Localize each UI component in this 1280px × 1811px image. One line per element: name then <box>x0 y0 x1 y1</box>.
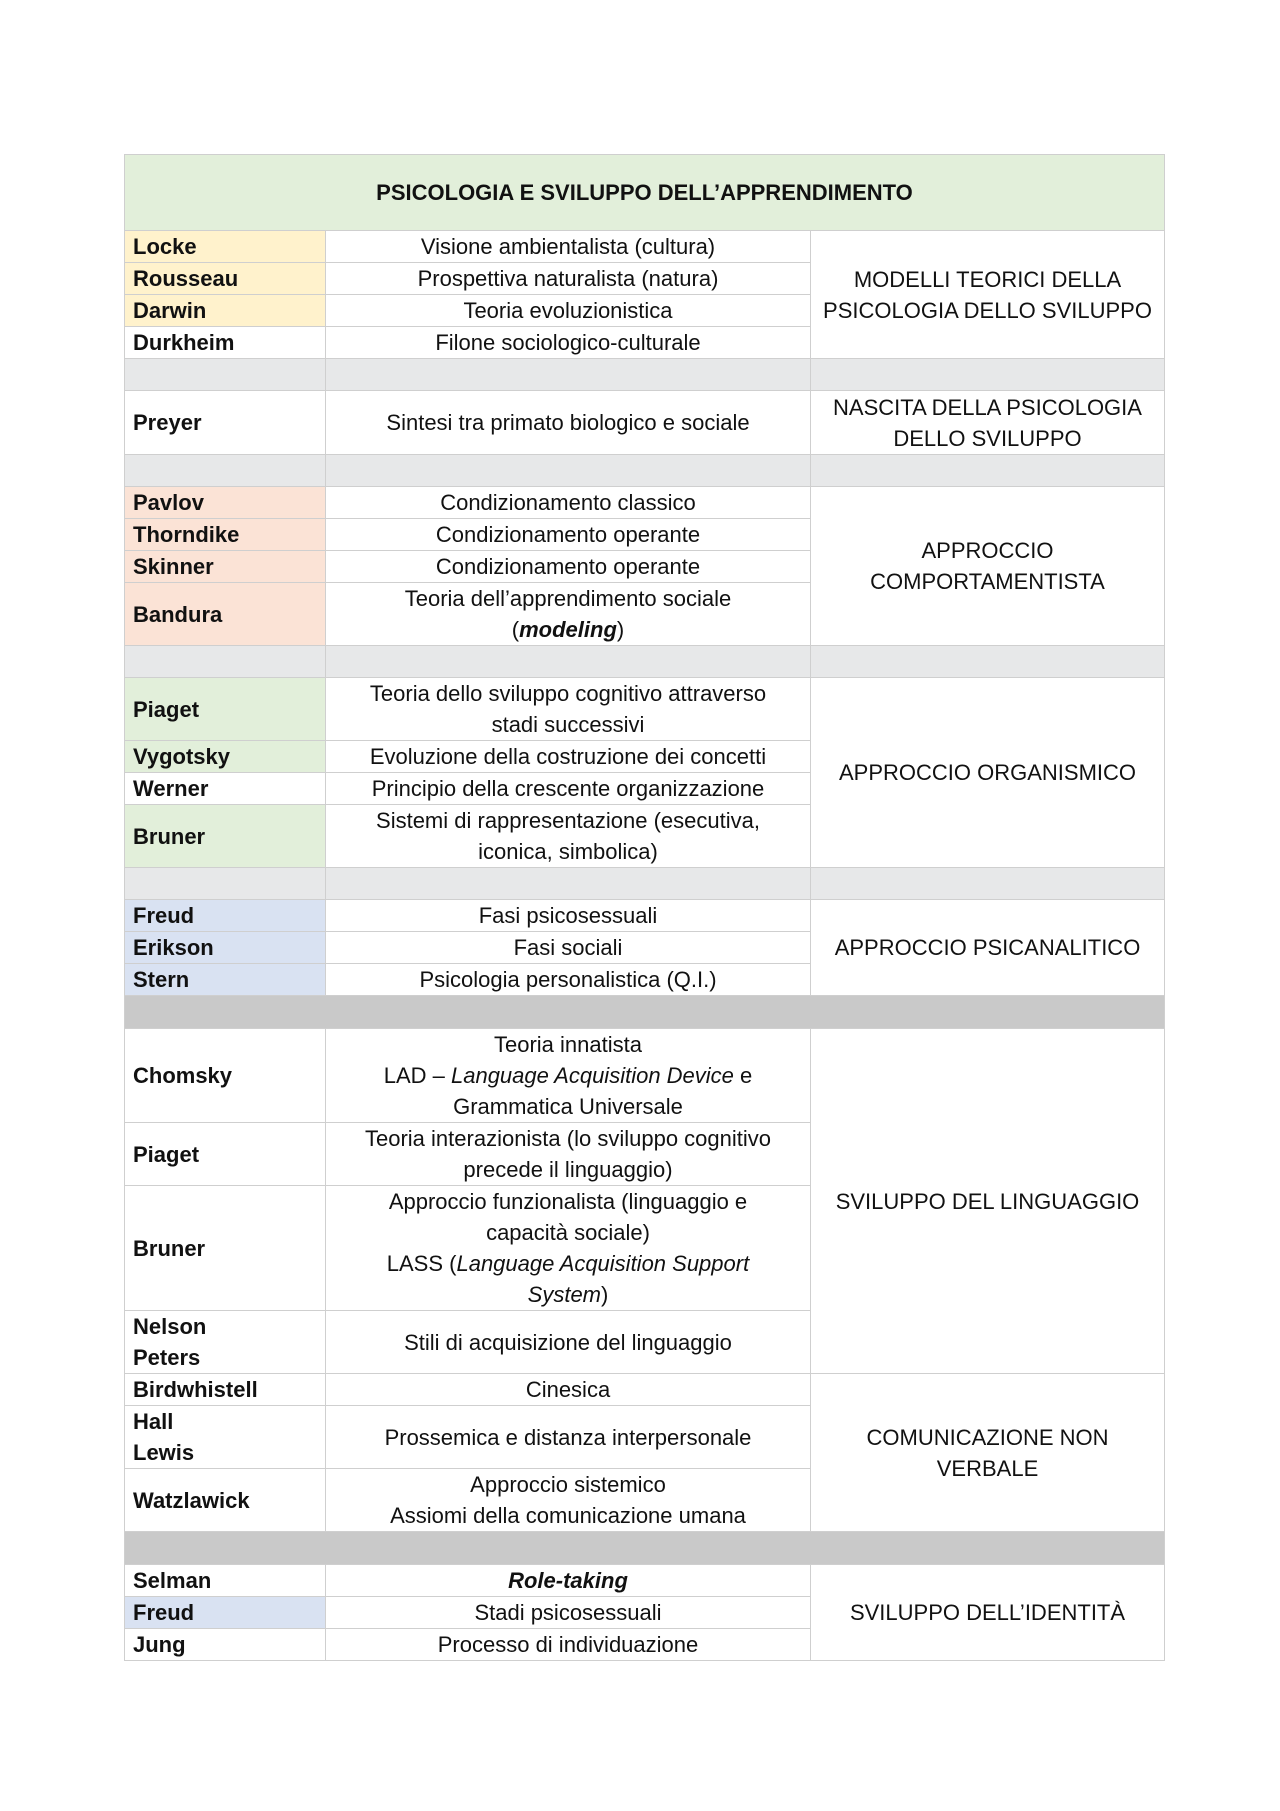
category-label: COMUNICAZIONE NON VERBALE <box>811 1374 1165 1532</box>
psychology-summary-table <box>124 154 1165 1661</box>
theory-description: Fasi psicosessuali <box>326 900 811 932</box>
spacer-row <box>125 455 1165 487</box>
theory-description: Prospettiva naturalista (natura) <box>326 263 811 295</box>
spacer-row <box>125 646 1165 678</box>
theorist-name: Bandura <box>125 583 326 646</box>
table-row <box>125 1374 1165 1406</box>
theorist-name: Darwin <box>125 295 326 327</box>
theory-description: Role-taking <box>326 1565 811 1597</box>
section-separator <box>125 1532 1165 1565</box>
theory-description: Principio della crescente organizzazione <box>326 773 811 805</box>
theory-description: Teoria interazionista (lo sviluppo cognitivo precede il linguaggio) <box>326 1123 811 1186</box>
theorist-name: Nelson Peters <box>125 1311 326 1374</box>
table-row <box>125 391 1165 455</box>
theorist-name: Bruner <box>125 1186 326 1311</box>
theory-description: Condizionamento classico <box>326 487 811 519</box>
theorist-name: Freud <box>125 1597 326 1629</box>
table-row <box>125 231 1165 263</box>
table-row <box>125 678 1165 741</box>
theorist-name: Jung <box>125 1629 326 1661</box>
theory-description: Psicologia personalistica (Q.I.) <box>326 964 811 996</box>
theorist-name: Locke <box>125 231 326 263</box>
theorist-name: Piaget <box>125 1123 326 1186</box>
theory-description: Teoria dell’apprendimento sociale (modeling) <box>326 583 811 646</box>
theorist-name: Stern <box>125 964 326 996</box>
theory-description: Sistemi di rappresentazione (esecutiva, iconica, simbolica) <box>326 805 811 868</box>
theorist-name: Freud <box>125 900 326 932</box>
theorist-name: Thorndike <box>125 519 326 551</box>
theorist-name: Selman <box>125 1565 326 1597</box>
theorist-name: Bruner <box>125 805 326 868</box>
table-row <box>125 1565 1165 1597</box>
theory-description: Cinesica <box>326 1374 811 1406</box>
category-label: APPROCCIO ORGANISMICO <box>811 678 1165 868</box>
theorist-name: Pavlov <box>125 487 326 519</box>
theory-description: Filone sociologico-culturale <box>326 327 811 359</box>
theorist-name: Watzlawick <box>125 1469 326 1532</box>
category-label: SVILUPPO DELL’IDENTITÀ <box>811 1565 1165 1661</box>
table-row <box>125 900 1165 932</box>
category-label: SVILUPPO DEL LINGUAGGIO <box>811 1029 1165 1374</box>
theorist-name: Chomsky <box>125 1029 326 1123</box>
spacer-row <box>125 868 1165 900</box>
theorist-name: Erikson <box>125 932 326 964</box>
theory-description: Processo di individuazione <box>326 1629 811 1661</box>
theorist-name: Vygotsky <box>125 741 326 773</box>
theory-description: Fasi sociali <box>326 932 811 964</box>
theorist-name: Piaget <box>125 678 326 741</box>
table-row <box>125 1029 1165 1123</box>
theory-description: Visione ambientalista (cultura) <box>326 231 811 263</box>
theorist-name: Hall Lewis <box>125 1406 326 1469</box>
theory-description: Approccio funzionalista (linguaggio e capacità sociale) LASS (Language Acquisition Support System) <box>326 1186 811 1311</box>
theorist-name: Skinner <box>125 551 326 583</box>
theory-description: Condizionamento operante <box>326 519 811 551</box>
table-header-row <box>125 155 1165 231</box>
theory-description: Teoria evoluzionistica <box>326 295 811 327</box>
category-label: APPROCCIO COMPORTAMENTISTA <box>811 487 1165 646</box>
theory-description: Teoria innatista LAD – Language Acquisition Device e Grammatica Universale <box>326 1029 811 1123</box>
theory-description: Evoluzione della costruzione dei concetti <box>326 741 811 773</box>
category-label: NASCITA DELLA PSICOLOGIA DELLO SVILUPPO <box>811 391 1165 455</box>
theorist-name: Preyer <box>125 391 326 455</box>
table-title: PSICOLOGIA E SVILUPPO DELL’APPRENDIMENTO <box>125 155 1165 231</box>
theorist-name: Birdwhistell <box>125 1374 326 1406</box>
category-label: APPROCCIO PSICANALITICO <box>811 900 1165 996</box>
spacer-row <box>125 359 1165 391</box>
theory-description: Teoria dello sviluppo cognitivo attraverso stadi successivi <box>326 678 811 741</box>
table-row <box>125 487 1165 519</box>
theory-description: Prossemica e distanza interpersonale <box>326 1406 811 1469</box>
theorist-name: Durkheim <box>125 327 326 359</box>
category-label: MODELLI TEORICI DELLA PSICOLOGIA DELLO SVILUPPO <box>811 231 1165 359</box>
theory-description: Condizionamento operante <box>326 551 811 583</box>
theory-description: Approccio sistemico Assiomi della comunicazione umana <box>326 1469 811 1532</box>
theory-description: Sintesi tra primato biologico e sociale <box>326 391 811 455</box>
theorist-name: Werner <box>125 773 326 805</box>
theory-description: Stili di acquisizione del linguaggio <box>326 1311 811 1374</box>
theorist-name: Rousseau <box>125 263 326 295</box>
theory-description: Stadi psicosessuali <box>326 1597 811 1629</box>
section-separator <box>125 996 1165 1029</box>
